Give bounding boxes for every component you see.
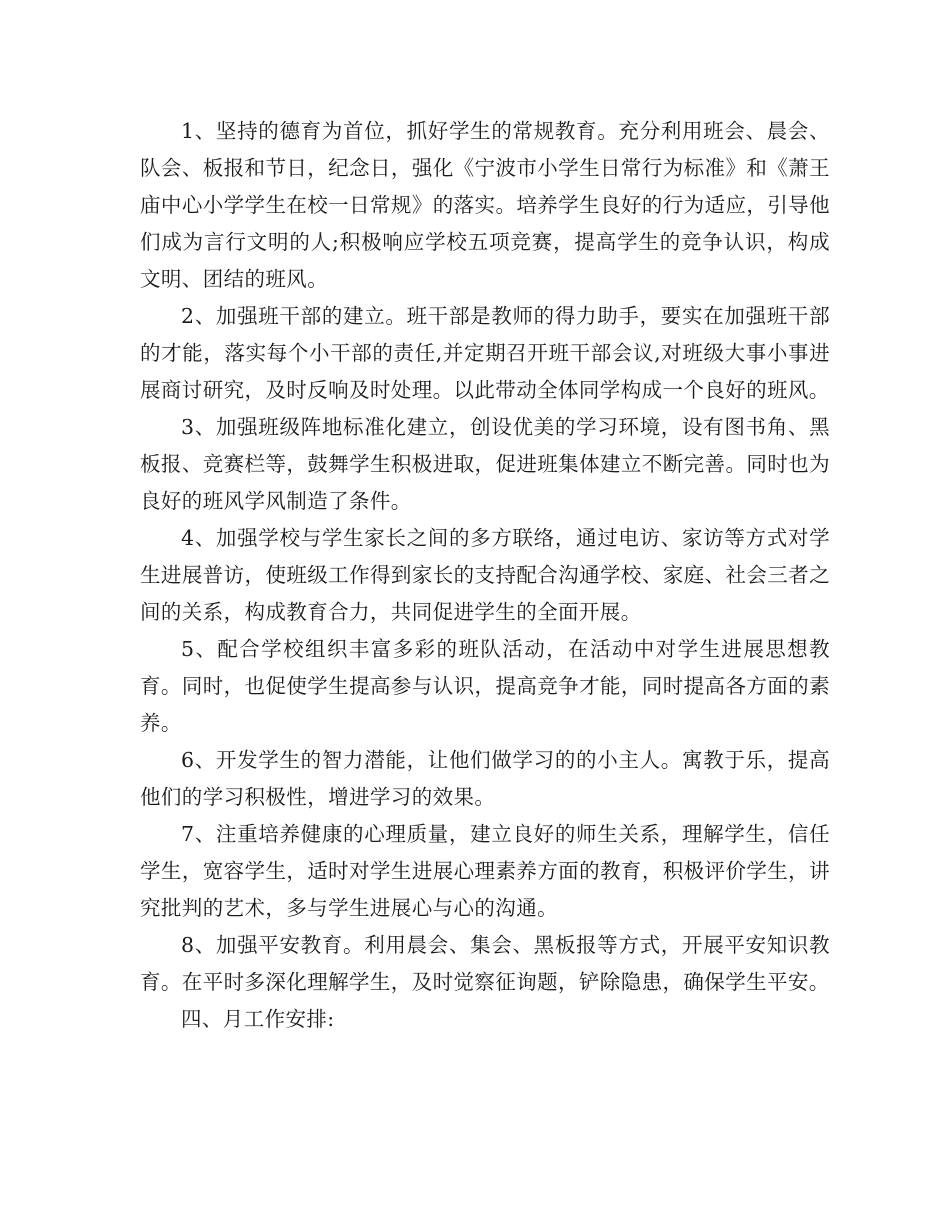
paragraph-2: 2、加强班干部的建立。班干部是教师的得力助手，要实在加强班干部的才能，落实每个小干部的责任,并定期召开班干部会议,对班级大事小事进展商讨研究，及时反响及时处理。以此带动全体同学构成一个良好的班风。 <box>140 304 830 402</box>
paragraph-5: 5、配合学校组织丰富多彩的班队活动，在活动中对学生进展思想教育。同时，也促使学生提高参与认识，提高竞争才能，同时提高各方面的素养。 <box>140 637 830 735</box>
paragraph-6: 6、开发学生的智力潜能，让他们做学习的的小主人。寓教于乐，提高他们的学习积极性，增进学习的效果。 <box>140 748 830 809</box>
paragraph-4: 4、加强学校与学生家长之间的多方联络，通过电访、家访等方式对学生进展普访，使班级工作得到家长的支持配合沟通学校、家庭、社会三者之间的关系，构成教育合力，共同促进学生的全面开展。 <box>140 526 830 624</box>
paragraph-3: 3、加强班级阵地标准化建立，创设优美的学习环境，设有图书角、黑板报、竞赛栏等，鼓舞学生积极进取，促进班集体建立不断完善。同时也为良好的班风学风制造了条件。 <box>140 415 830 513</box>
section-heading-monthly-plan: 四、月工作安排: <box>181 1007 335 1031</box>
document-page <box>140 113 830 1038</box>
paragraph-1: 1、坚持的德育为首位，抓好学生的常规教育。充分利用班会、晨会、队会、板报和节日，纪念日，强化《宁波市小学生日常行为标准》和《萧王庙中心小学学生在校一日常规》的落实。培养学生良好的行为适应，引导他们成为言行文明的人;积极响应学校五项竞赛，提高学生的竞争认识，构成文明、团结的班风。 <box>140 119 830 291</box>
paragraph-7: 7、注重培养健康的心理质量，建立良好的师生关系，理解学生，信任学生，宽容学生，适时对学生进展心理素养方面的教育，积极评价学生，讲究批判的艺术，多与学生进展心与心的沟通。 <box>140 822 830 920</box>
paragraph-8: 8、加强平安教育。利用晨会、集会、黑板报等方式，开展平安知识教育。在平时多深化理解学生，及时觉察征询题，铲除隐患，确保学生平安。 <box>140 933 830 994</box>
